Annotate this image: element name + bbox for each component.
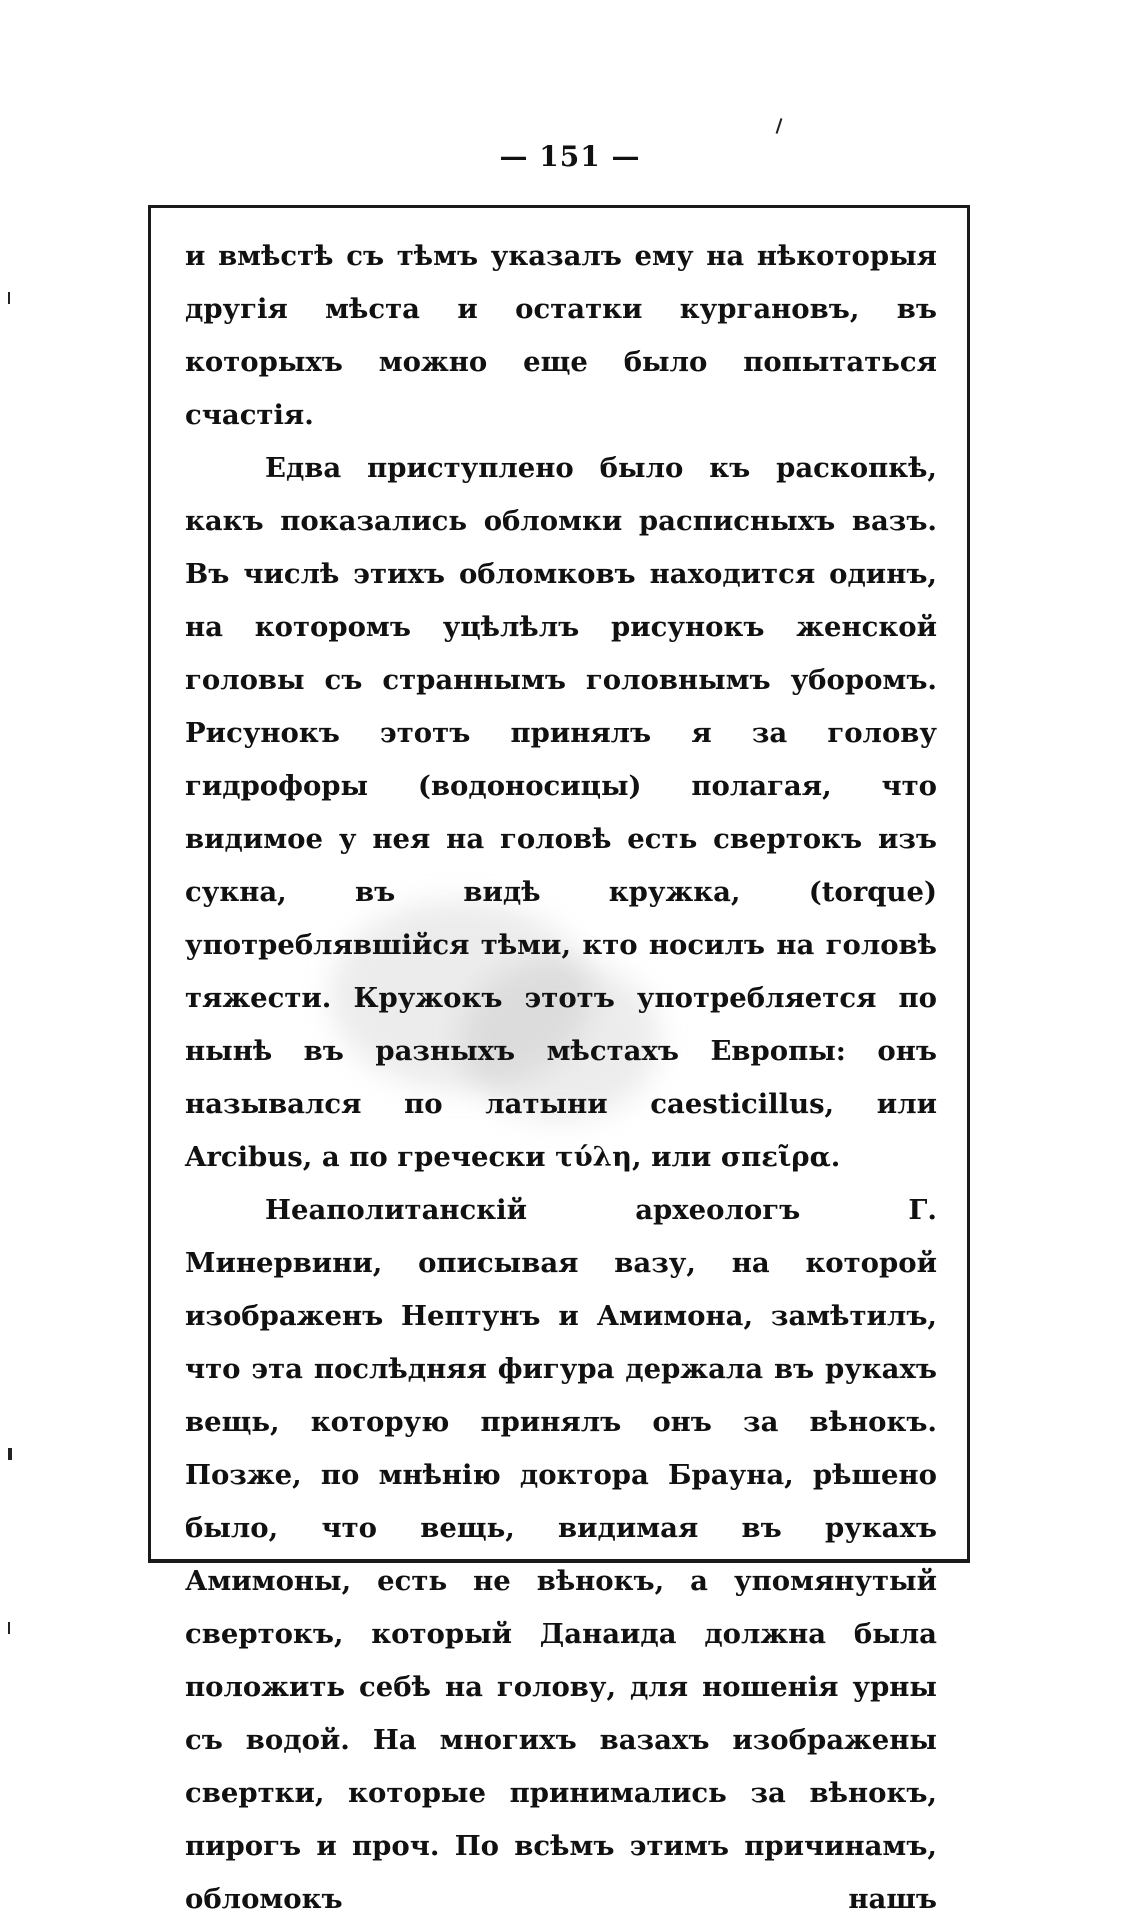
paragraph-2: Едва приступлено было къ раскопкѣ, какъ показались обломки расписныхъ вазъ. Въ числѣ этихъ обломковъ находится одинъ, на которомъ уцѣлѣлъ рисунокъ женской головы съ страннымъ головнымъ уборомъ. Рисунокъ этотъ принялъ я за голову гидрофоры (водоносицы) полагая, что видимое у нея на головѣ есть свертокъ изъ сукна, въ видѣ кружка, (torque) употреблявшійся тѣми, кто носилъ на головѣ тяжести. Кружокъ этотъ употребляется по нынѣ въ разныхъ мѣстахъ Европы: онъ назывался по латыни caesticillus, или Arcibus, а по гречески τύλη, или σπεῖρα. [185, 452, 937, 1173]
page-number: — 151 — [499, 140, 641, 173]
paragraph-1: и вмѣстѣ съ тѣмъ указалъ ему на нѣкоторыя другія мѣста и остатки кургановъ, въ которыхъ можно еще было попытаться счастія. [185, 240, 937, 431]
scan-mark [776, 118, 783, 134]
paragraph-3: Неаполитанскій археологъ Г. Минервини, описывая вазу, на которой изображенъ Нептунъ и Амимона, замѣтилъ, что эта послѣдняя фигура держала въ рукахъ вещь, которую принялъ онъ за вѣнокъ. Позже, по мнѣнію доктора Брауна, рѣшено было, что вещь, видимая въ рукахъ Амимоны, есть не вѣнокъ, а упомянутый свертокъ, который Данаида должна была положить себѣ на голову, для ношенія урны съ водой. На многихъ вазахъ изображены свертки, которые принимались за вѣнокъ, пирогъ и проч. По всѣмъ этимъ причинамъ, обломокъ нашъ [185, 1194, 937, 1915]
scan-mark [8, 292, 10, 304]
text-body [185, 230, 937, 1926]
scan-mark [8, 1622, 10, 1634]
scan-mark [8, 1448, 12, 1460]
